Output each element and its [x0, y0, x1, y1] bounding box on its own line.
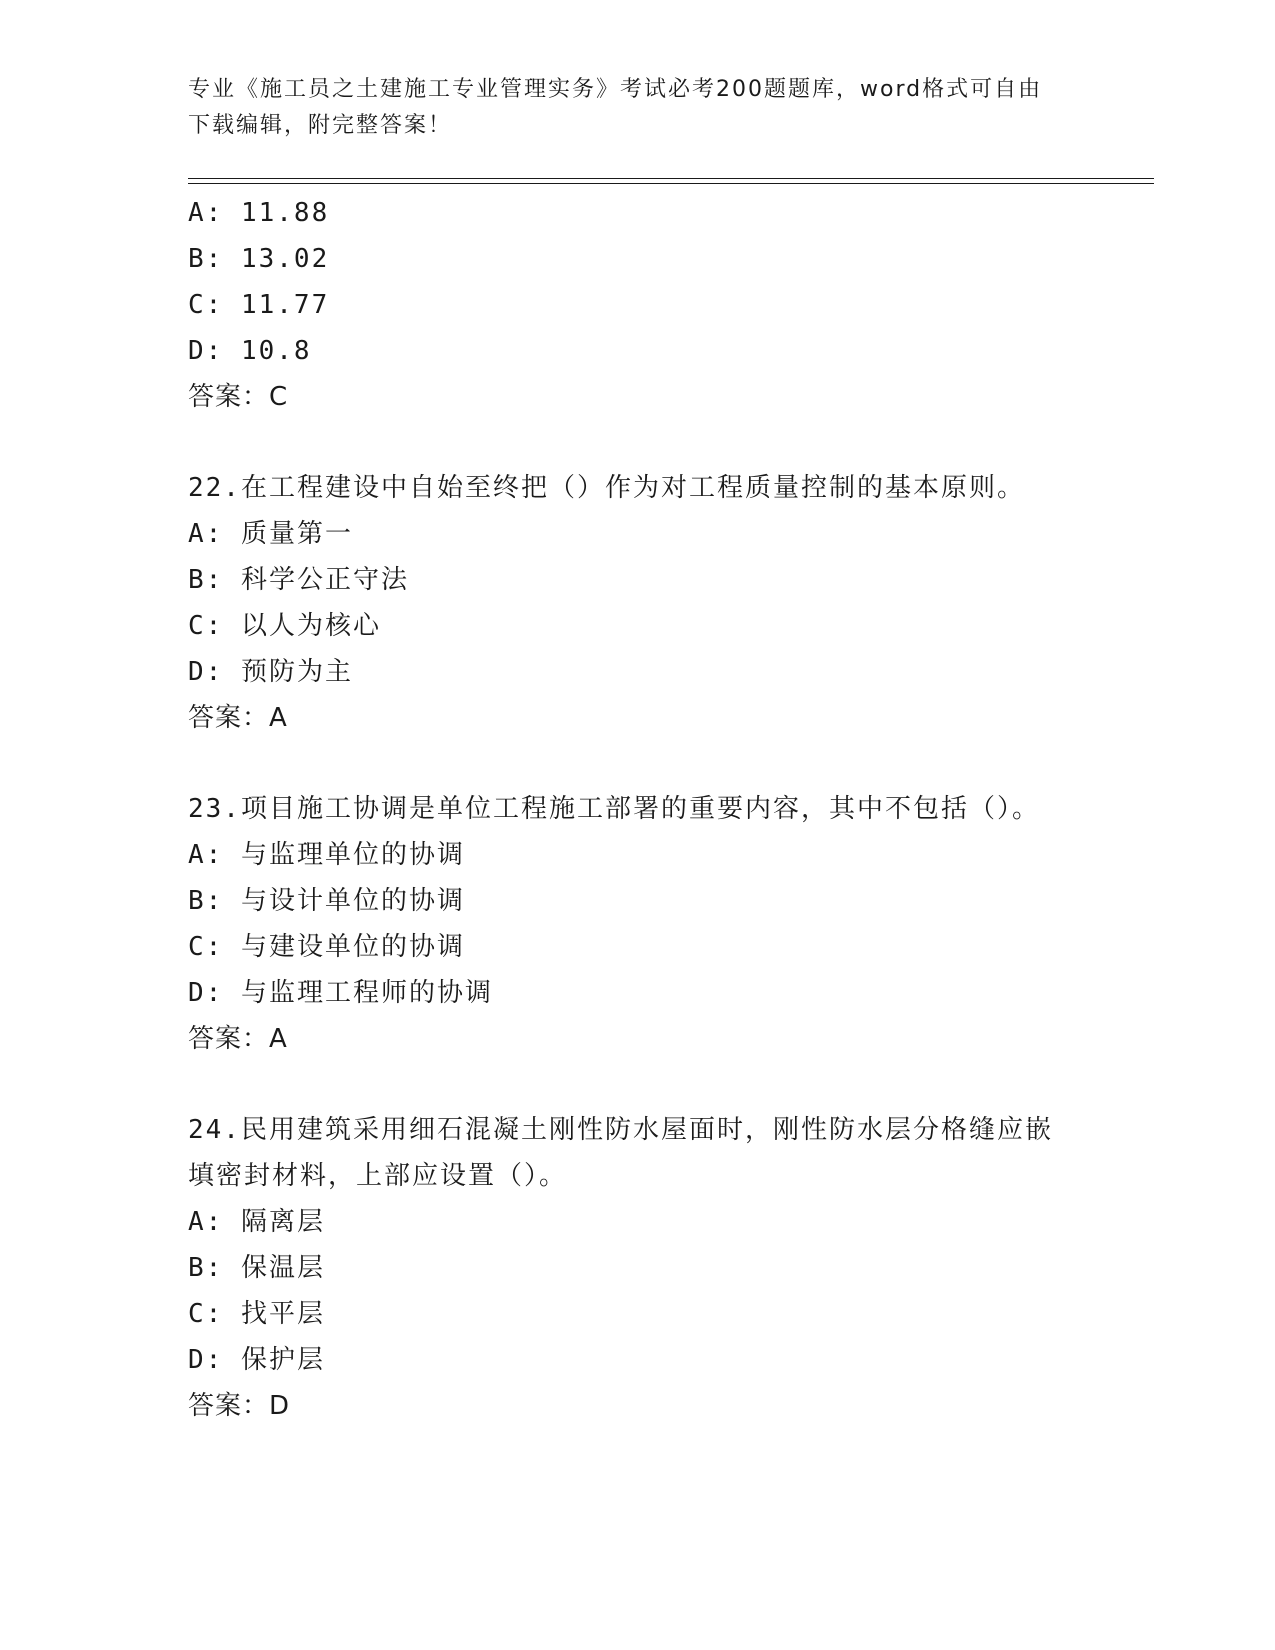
question-text-line-1: 24.民用建筑采用细石混凝土刚性防水屋面时，刚性防水层分格缝应嵌	[188, 1115, 1053, 1145]
option-d: D: 与监理工程师的协调	[188, 978, 493, 1008]
option-d: D: 保护层	[188, 1345, 325, 1375]
question-text: 22.在工程建设中自始至终把（）作为对工程质量控制的基本原则。	[188, 473, 1025, 503]
spacer	[188, 1062, 1148, 1107]
option-a: A: 11.88	[188, 198, 330, 228]
spacer	[188, 420, 1148, 465]
question-24	[188, 1107, 1148, 1429]
option-d: D: 10.8	[188, 336, 312, 366]
option-b: B: 科学公正守法	[188, 565, 409, 595]
header-divider-top	[188, 178, 1154, 179]
question-21-continued	[188, 190, 1148, 420]
question-list	[188, 190, 1148, 1429]
answer: 答案：C	[188, 382, 289, 412]
header-divider-bottom	[188, 183, 1154, 184]
option-a: A: 隔离层	[188, 1207, 325, 1237]
option-b: B: 13.02	[188, 244, 330, 274]
option-c: C: 以人为核心	[188, 611, 381, 641]
spacer	[188, 741, 1148, 786]
question-text: 23.项目施工协调是单位工程施工部署的重要内容，其中不包括（）。	[188, 794, 1040, 824]
header-line-2: 下载编辑，附完整答案！	[188, 113, 453, 138]
option-b: B: 与设计单位的协调	[188, 886, 465, 916]
option-d: D: 预防为主	[188, 657, 353, 687]
question-23	[188, 786, 1148, 1062]
question-22	[188, 465, 1148, 741]
option-a: A: 质量第一	[188, 519, 353, 549]
answer: 答案：A	[188, 1024, 288, 1054]
option-c: C: 11.77	[188, 290, 330, 320]
option-a: A: 与监理单位的协调	[188, 840, 465, 870]
answer: 答案：D	[188, 1391, 291, 1421]
answer: 答案：A	[188, 703, 288, 733]
header-line-1: 专业《施工员之土建施工专业管理实务》考试必考200题题库，word格式可自由	[188, 77, 1043, 102]
option-b: B: 保温层	[188, 1253, 325, 1283]
option-c: C: 找平层	[188, 1299, 325, 1329]
document-header	[188, 72, 1088, 144]
question-text-line-2: 填密封材料，上部应设置（）。	[188, 1161, 568, 1191]
option-c: C: 与建设单位的协调	[188, 932, 465, 962]
